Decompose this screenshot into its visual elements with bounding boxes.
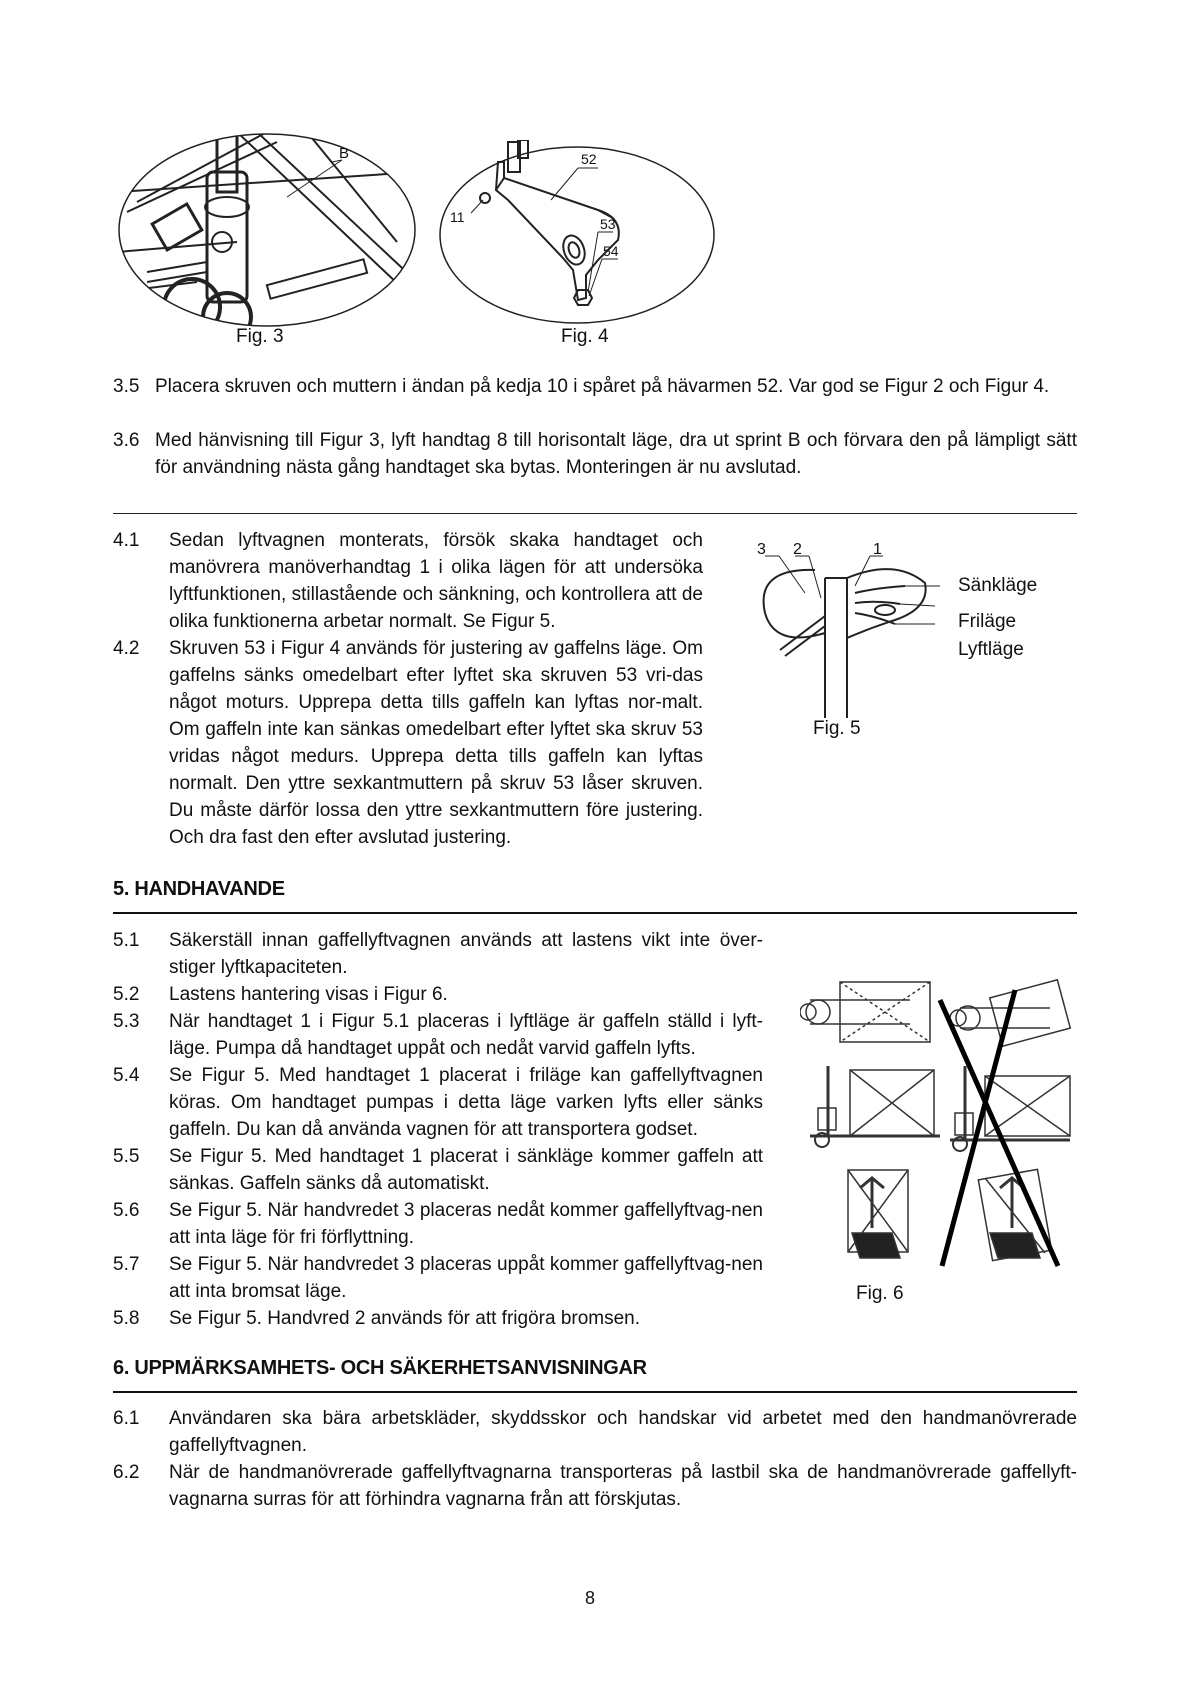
- item-4-1: [113, 527, 703, 635]
- figure-4-label-53: 53: [600, 216, 616, 232]
- item-text: Placera skruven och muttern i ändan på kedja 10 i spåret på hävarmen 52. Var god se Figur 2 och Figur 4.: [155, 376, 1050, 397]
- figure-5-number-1: 1: [873, 541, 882, 558]
- divider: [113, 1391, 1077, 1393]
- item-text: Sedan lyftvagnen monterats, försök skaka handtaget och manövrera manöverhandtag 1 i olika lägen för att undersöka lyftfunktionen, stillastående och sänkning, och kontrollera att de olika funktionerna arbetar normalt. Se Figur 5.: [169, 530, 703, 632]
- item-text: Säkerställ innan gaffellyftvagnen används att lastens vikt inte över-stiger lyftkapaciteten.: [169, 930, 763, 978]
- item-number: 4.2: [113, 638, 140, 659]
- figure-5-caption: Fig. 5: [813, 718, 861, 739]
- item-5-4: [113, 1062, 763, 1143]
- item-text: Se Figur 5. Handvred 2 används för att frigöra bromsen.: [169, 1308, 641, 1329]
- figure-5-number-3: 3: [757, 541, 766, 558]
- figure-3-drawing: [117, 132, 417, 328]
- item-number: 5.1: [113, 930, 140, 951]
- figure-5-drawing: [755, 538, 955, 718]
- figure-4-label-54: 54: [603, 243, 619, 259]
- figure-5-number-2: 2: [793, 541, 802, 558]
- item-text: Se Figur 5. När handvredet 3 placeras uppåt kommer gaffellyftvag-nen att inta bromsat läge.: [169, 1254, 763, 1302]
- page-number: 8: [585, 1588, 596, 1608]
- item-4-2: [113, 635, 703, 851]
- figure-4-drawing: [438, 140, 716, 330]
- figure-4-label-52: 52: [581, 151, 597, 167]
- item-5-1: [113, 927, 763, 981]
- figure-5-label-sankl: Sänkläge: [958, 575, 1038, 596]
- item-number: 3.6: [113, 430, 140, 451]
- figure-6-caption: Fig. 6: [856, 1283, 904, 1304]
- item-text: Se Figur 5. Med handtaget 1 placerat i sänkläge kommer gaffeln att sänkas. Gaffeln sänks då automatiskt.: [169, 1146, 763, 1194]
- figure-4-label-11: 11: [450, 209, 465, 225]
- figure-3-caption: Fig. 3: [236, 326, 284, 347]
- item-number: 5.7: [113, 1254, 140, 1275]
- figure-3-label-b: B: [339, 145, 350, 162]
- item-number: 5.4: [113, 1065, 140, 1086]
- divider: [113, 513, 1077, 514]
- item-5-6: [113, 1197, 763, 1251]
- item-number: 5.2: [113, 984, 140, 1005]
- figure-5-label-lyftl: Lyftläge: [958, 639, 1024, 660]
- item-number: 4.1: [113, 530, 140, 551]
- item-5-8: [113, 1305, 763, 1332]
- section-5-heading: 5. HANDHAVANDE: [113, 878, 285, 900]
- item-number: 5.6: [113, 1200, 140, 1221]
- item-number: 5.8: [113, 1308, 140, 1329]
- item-5-5: [113, 1143, 763, 1197]
- item-number: 5.3: [113, 1011, 140, 1032]
- item-5-7: [113, 1251, 763, 1305]
- divider: [113, 912, 1077, 914]
- item-text: När de handmanövrerade gaffellyftvagnarna transporteras på lastbil ska de handmanövrerade gaffellyft-vagnarna surras för att förhindra vagnarna från att förskjutas.: [169, 1462, 1077, 1510]
- item-text: Se Figur 5. Med handtaget 1 placerat i friläge kan gaffellyftvagnen köras. Om handtaget pumpas i detta läge varken lyfts eller sänks gaffeln. Du kan då använda vagnen för att transportera godset.: [169, 1065, 763, 1140]
- item-text: Se Figur 5. När handvredet 3 placeras nedåt kommer gaffellyftvag-nen att inta läge för fri förflyttning.: [169, 1200, 763, 1248]
- item-number: 6.2: [113, 1462, 140, 1483]
- item-3-6: [113, 427, 1077, 481]
- figure-6-drawing: [800, 978, 1080, 1268]
- item-6-2: [113, 1459, 1077, 1513]
- section-6-heading: 6. UPPMÄRKSAMHETS- OCH SÄKERHETSANVISNINGAR: [113, 1357, 647, 1379]
- item-3-5: [113, 373, 1077, 427]
- item-number: 3.5: [113, 376, 140, 397]
- item-text: Användaren ska bära arbetskläder, skyddsskor och handskar vid arbetet med den handmanövrerade gaffellyftvagnen.: [169, 1408, 1077, 1456]
- item-5-2: [113, 981, 763, 1008]
- figure-4-caption: Fig. 4: [561, 326, 609, 347]
- figure-5-label-fril: Friläge: [958, 611, 1017, 632]
- item-text: När handtaget 1 i Figur 5.1 placeras i lyftläge är gaffeln ställd i lyft-läge. Pumpa då handtaget uppåt och nedåt varvid gaffeln lyfts.: [169, 1011, 763, 1059]
- item-number: 6.1: [113, 1408, 140, 1429]
- item-number: 5.5: [113, 1146, 140, 1167]
- item-text: Med hänvisning till Figur 3, lyft handtag 8 till horisontalt läge, dra ut sprint B och förvara den på lämpligt sätt för användning nästa gång handtaget ska bytas. Monteringen är nu avslutad.: [155, 430, 1077, 478]
- item-text: Skruven 53 i Figur 4 används för justering av gaffelns läge. Om gaffelns sänks omedelbart efter lyftet ska skruven 53 vri-das något moturs. Upprepa detta tills gaffeln kan lyftas nor-malt. Om gaffeln inte kan sänkas omedelbart efter lyftet ska skruv 53 vridas något medurs. Upprepa detta tills gaffeln kan lyftas normalt. Den yttre sexkantmuttern på skruv 53 låser skruven. Du måste därför lossa den yttre sexkantmuttern före justering. Och dra fast den efter avslutad justering.: [169, 638, 703, 848]
- item-text: Lastens hantering visas i Figur 6.: [169, 984, 448, 1005]
- item-5-3: [113, 1008, 763, 1062]
- item-6-1: [113, 1405, 1077, 1459]
